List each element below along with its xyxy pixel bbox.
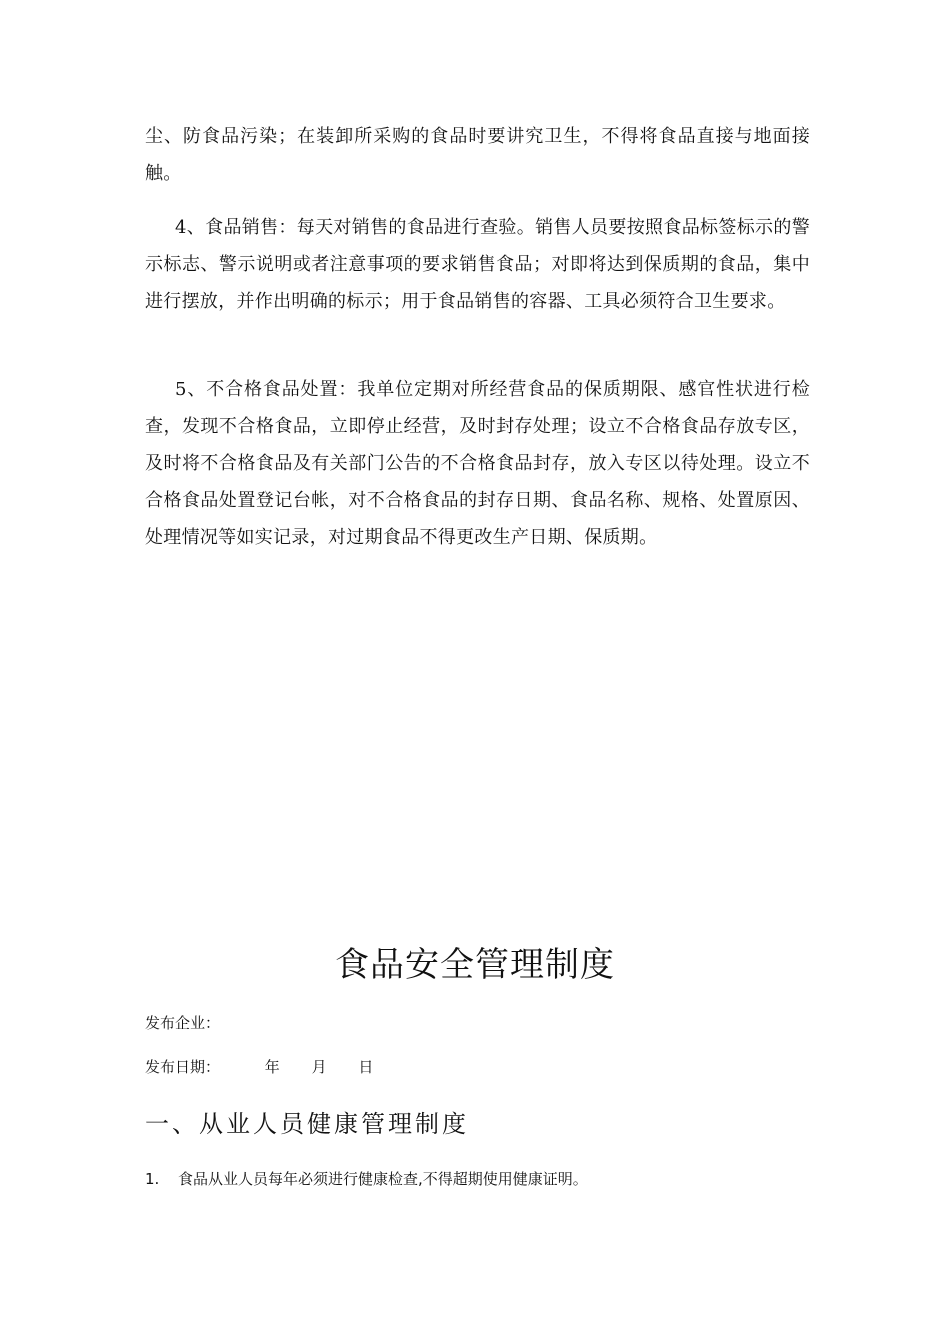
paragraph-nonconforming-food: 5、不合格食品处置：我单位定期对所经营食品的保质期限、感官性状进行检查，发现不合格食品，立即停止经营，及时封存处理；设立不合格食品存放专区，及时将不合格食品及有关部门公告的不合格食品封存，放入专区以待处理。设立不合格食品处置登记台帐，对不合格食品的封存日期、食品名称、规格、处置原因、处理情况等如实记录，对过期食品不得更改生产日期、保质期。 [145,379,810,548]
publisher-label: 发布企业： [145,1014,221,1032]
publish-date-fields [265,1058,401,1076]
publish-date-label: 发布日期： [145,1058,221,1076]
publisher-line [145,1012,220,1034]
document-title: 食品安全管理制度 [335,945,615,985]
paragraph-food-sales: 4、食品销售：每天对销售的食品进行查验。销售人员要按照食品标签标示的警示标志、警示说明或者注意事项的要求销售食品；对即将达到保质期的食品，集中进行摆放，并作出明确的标示；用于食品销售的容器、工具必须符合卫生要求。 [145,217,810,312]
section-heading: 一、从业人员健康管理制度 [145,1110,469,1138]
date-day-label: 日 [358,1058,374,1076]
list-item-number: 1. [145,1170,160,1188]
date-month-label: 月 [311,1058,327,1076]
list-item-text: 食品从业人员每年必须进行健康检查,不得超期使用健康证明。 [178,1170,588,1188]
date-year-label: 年 [264,1058,280,1076]
list-item [145,1168,588,1190]
publish-date-line [145,1056,400,1078]
paragraph-hygiene-continuation: 尘、防食品污染；在装卸所采购的食品时要讲究卫生，不得将食品直接与地面接触。 [145,126,810,184]
